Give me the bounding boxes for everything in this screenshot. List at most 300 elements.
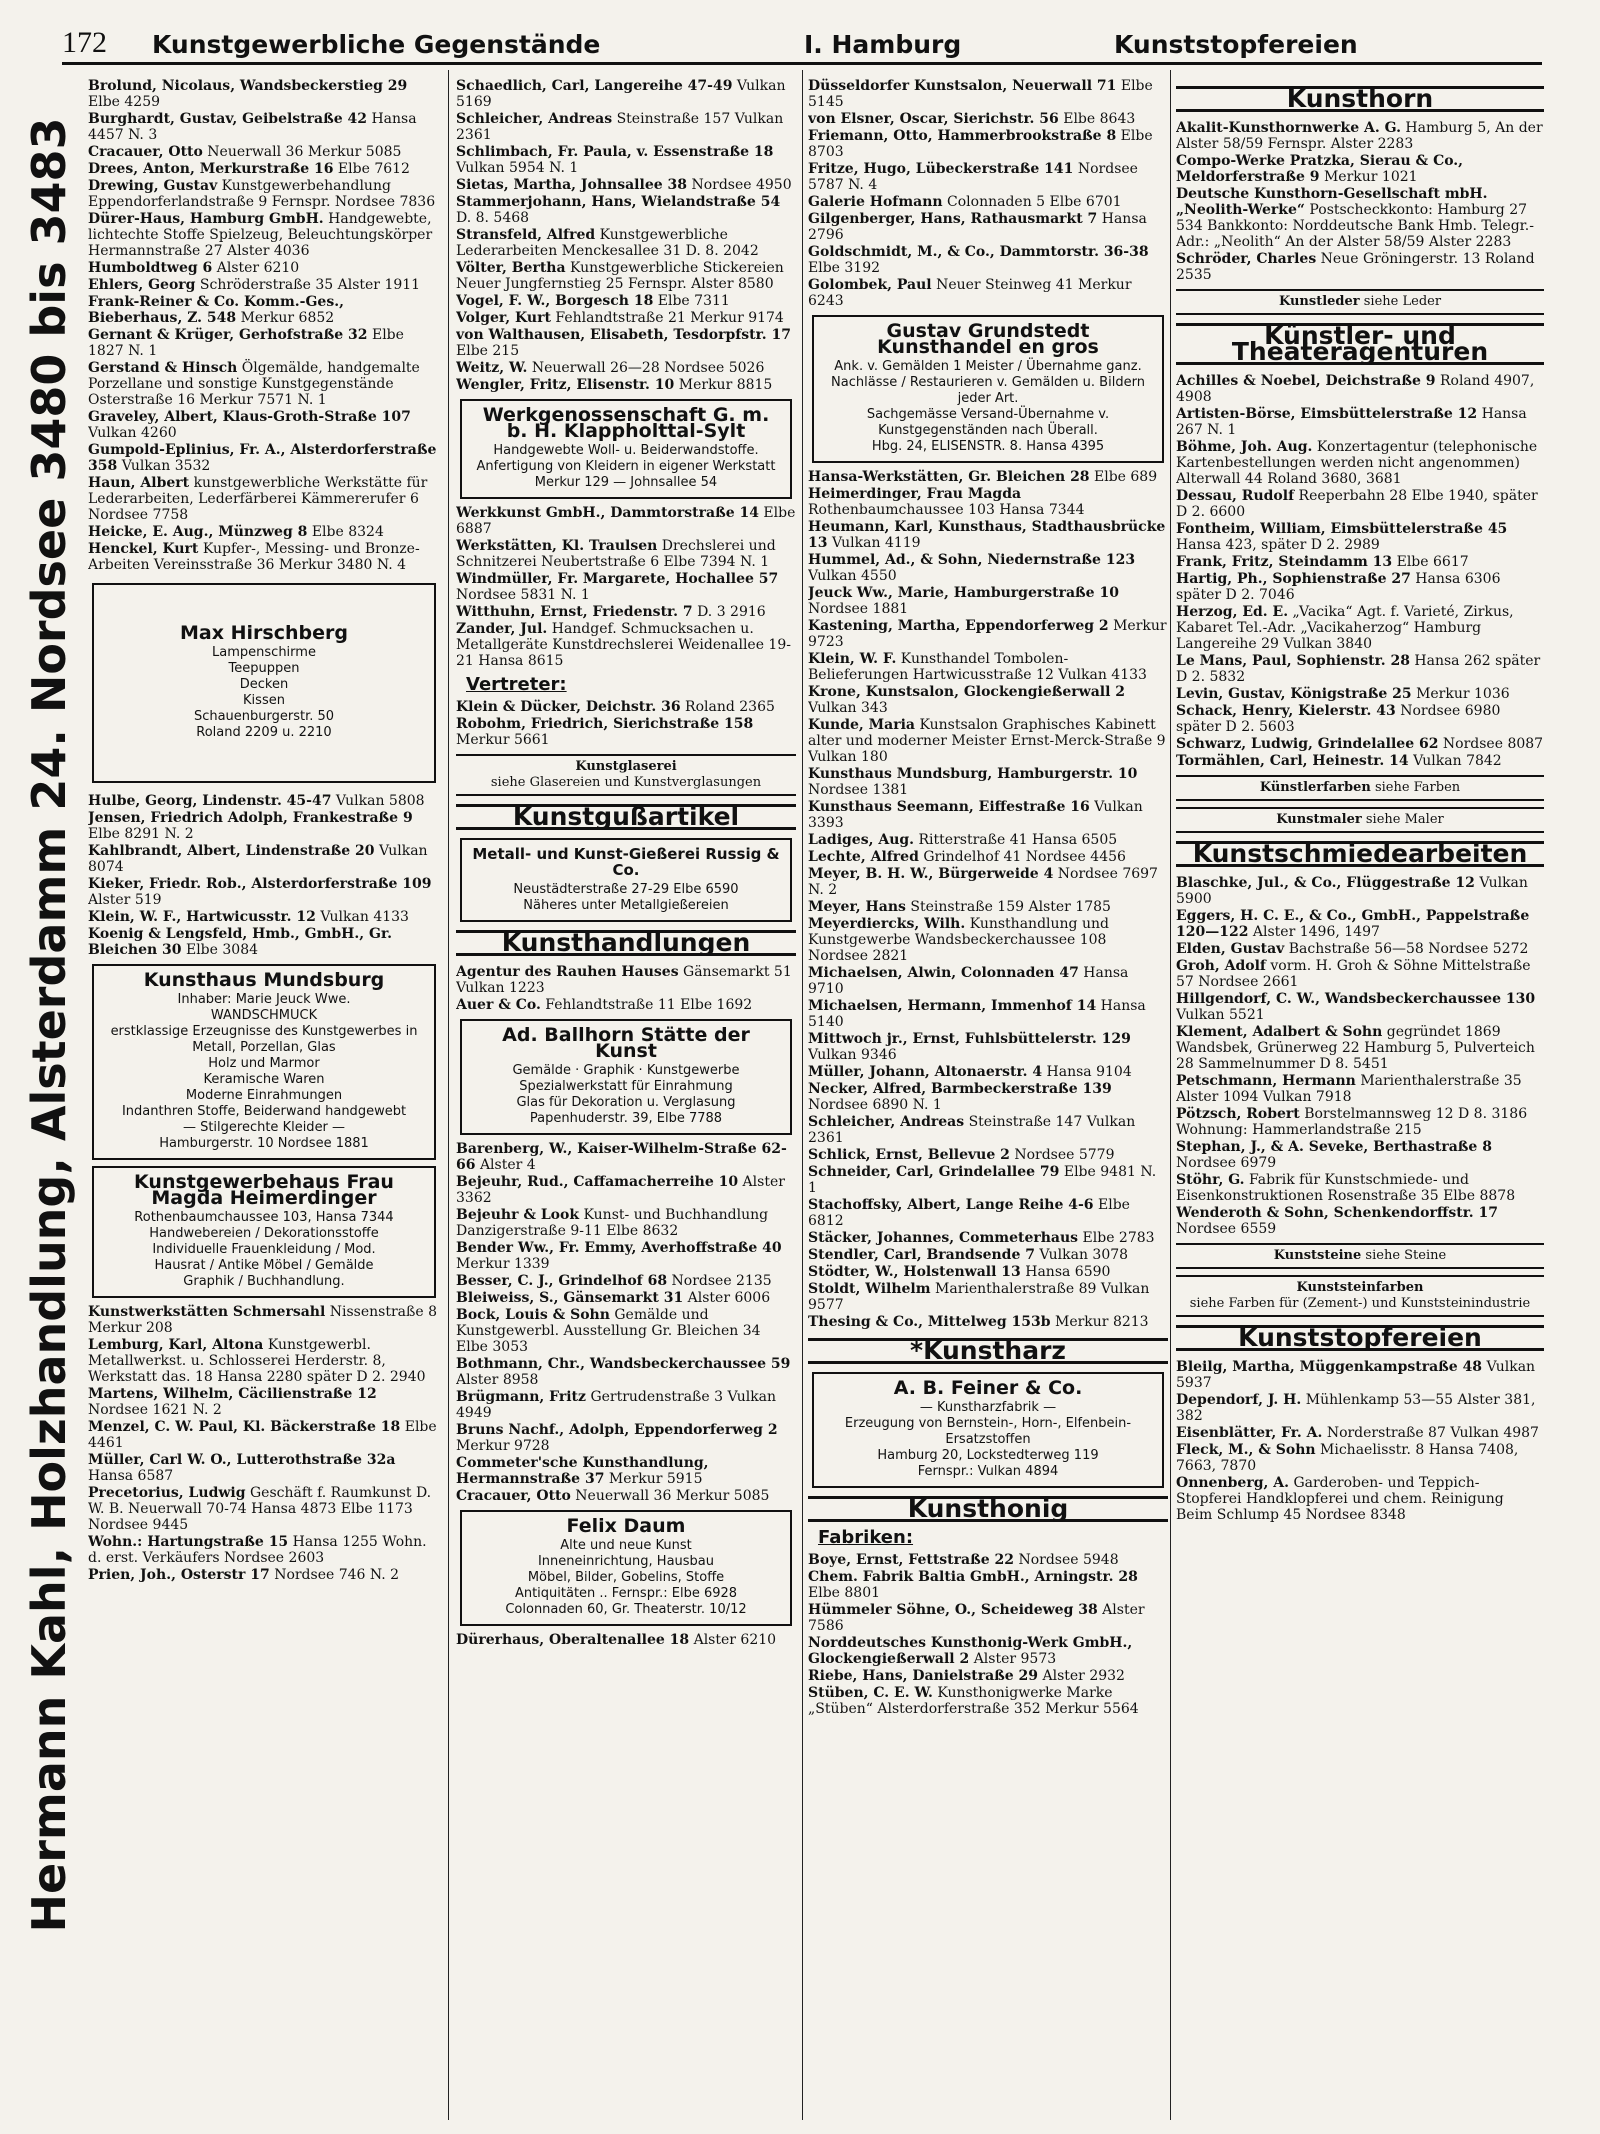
entry-name: Boye, Ernst, Fettstraße 22 [808,1552,1014,1568]
entry-details: Michaelisstr. 8 Hansa 7408, 7663, 7870 [1176,1442,1519,1474]
directory-entry [808,1247,1168,1263]
entry-details: Vulkan 5521 [1176,1007,1265,1023]
directory-entry [456,505,796,537]
entry-details: Nordsee 6979 [1176,1155,1277,1171]
entry-name: Stammerjohann, Hans, Wielandstraße 54 [456,194,781,210]
directory-entry [808,866,1168,898]
entry-name: Bothmann, Chr., Wandsbeckerchaussee 59 [456,1356,791,1372]
heading-kunstschmiedearbeiten: Kunstschmiedearbeiten [1176,841,1544,867]
directory-entry [88,541,440,573]
entry-details: Hansa 4457 N. 3 [88,111,417,143]
directory-entry [456,1141,796,1173]
reference-kunststeine [1176,1243,1544,1269]
ad-line: Individuelle Frauenkleidung / Mod. [152,1242,376,1257]
directory-entry [456,571,796,603]
directory-entry [1176,153,1544,185]
directory-entry [456,111,796,143]
entry-details: Kunsthandel Tombolen-Belieferungen Hartwicusstraße 12 Vulkan 4133 [808,651,1147,683]
entry-details: Kunstgewerbehandlung Eppendorferlandstraße 9 Fernspr. Nordsee 7836 [88,178,436,210]
entry-name: Gerstand & Hinsch [88,360,238,376]
vertreter-label: Vertreter: [466,674,567,695]
entry-details: Vulkan 8074 [88,843,428,875]
entry-details: Elbe 1827 N. 1 [88,327,404,359]
directory-entry [88,161,440,177]
directory-entry [1176,251,1544,283]
ad-line: Hbg. 24, ELISENSTR. 8. Hansa 4395 [871,439,1105,454]
entry-details: Steinstraße 159 Alster 1785 [910,899,1111,915]
directory-entry [1176,1359,1544,1391]
entry-name: Blaschke, Jul., & Co., Flüggestraße 12 [1176,875,1475,891]
entry-name: Stoldt, Wilhelm [808,1281,931,1297]
ad-title: Felix Daum [566,1515,686,1537]
directory-entry [88,78,440,110]
reference-title: Kunststeine [1273,1248,1362,1263]
entry-name: Dependorf, J. H. [1176,1392,1302,1408]
directory-entry [1176,1392,1544,1424]
entry-name: Sietas, Martha, Johnsallee 38 [456,177,687,193]
entry-name: Fritze, Hugo, Lübeckerstraße 141 [808,161,1074,177]
directory-entry [808,244,1168,276]
directory-entry [1176,753,1544,769]
entry-details: Merkur 5915 [608,1471,703,1487]
directory-entry [808,469,1168,485]
entry-name: Eisenblätter, Fr. A. [1176,1425,1323,1441]
entry-details: Alster 8958 [456,1372,539,1388]
entry-name: Martens, Wilhelm, Cäcilienstraße 12 [88,1386,377,1402]
entry-details: Vulkan 3532 [121,458,211,474]
sidebar-ad-text: Hermann Kahl, Holzhandlung, Alsterdamm 24. Nordsee 3480 bis 3483 [22,117,76,1933]
directory-entry [88,909,440,925]
ad-line: Näheres unter Metallgießereien [523,898,729,913]
entry-details: Elbe 4259 [88,94,161,110]
entry-name: Kunsthaus Mundsburg, Hamburgerstr. 10 [808,766,1138,782]
entry-details: Nordsee 8087 [1442,736,1544,752]
ad-russig [460,838,792,922]
entry-name: Meyer, Hans [808,899,906,915]
directory-entry [456,1207,796,1239]
entry-name: Zander, Jul. [456,621,548,637]
entry-details: Alster 2932 [1042,1668,1125,1684]
entry-details: Vulkan 5900 [1176,875,1528,907]
column-divider [1170,70,1171,2120]
entry-details: Reeperbahn 28 Elbe 1940, später D 2. 6600 [1176,488,1538,520]
entry-name: Wohn.: Hartungstraße 15 [88,1534,289,1550]
entry-name: Gilgenberger, Hans, Rathausmarkt 7 [808,211,1098,227]
entry-name: Stäcker, Johannes, Commeterhaus [808,1230,1079,1246]
directory-entry [1176,1425,1544,1441]
ad-line: Hamburg 20, Lockstedterweg 119 [877,1448,1099,1463]
entry-details: Elbe 2783 [1082,1230,1155,1246]
directory-entry [1176,1475,1544,1523]
entry-details: Marienthalerstraße 35 Alster 1094 Vulkan 7918 [1176,1073,1522,1105]
entry-name: Herzog, Ed. E. [1176,604,1289,620]
directory-entry [808,1147,1168,1163]
entry-name: Heumann, Karl, Kunsthaus, Stadthausbrücke 13 [808,519,1166,551]
entry-details: Vulkan 5937 [1176,1359,1536,1391]
entry-name: Stachoffsky, Albert, Lange Reihe 4-6 [808,1197,1094,1213]
entry-details: Alster 6210 [693,1632,777,1648]
entry-name: Meyer, B. H. W., Bürgerweide 4 [808,866,1054,882]
entry-details: Vulkan 7842 [1413,753,1502,769]
entry-name: Norddeutsches Kunsthonig-Werk GmbH., Glockengießerwall 2 [808,1635,1133,1667]
ad-line: Moderne Einrahmungen [185,1088,343,1103]
directory-entry [1176,554,1544,570]
entry-name: Bender Ww., Fr. Emmy, Averhoffstraße 40 [456,1240,782,1256]
directory-entry [456,1240,796,1272]
entry-details: Hansa 6306 später D 2. 7046 [1176,571,1501,603]
directory-entry [456,1307,796,1355]
directory-entry [808,1081,1168,1113]
entry-name: Hulbe, Georg, Lindenstr. 45-47 [88,793,332,809]
entry-details: Handgef. Schmucksachen u. Metallgeräte Kunstdrechslerei Weidenallee 19-21 Hansa 8615 [456,621,791,669]
entry-name: Barenberg, W., Kaiser-Wilhelm-Straße 62-66 [456,1141,787,1173]
directory-entry [1176,1024,1544,1072]
entry-details: Bachstraße 56—58 Nordsee 5272 [1288,941,1529,957]
directory-entry [1176,1106,1544,1138]
entry-details: Hansa 1255 Wohn. d. erst. Verkäufers Nordsee 2603 [88,1534,427,1566]
column-divider [448,70,449,2120]
ad-line: Colonnaden 60, Gr. Theaterstr. 10/12 [505,1602,747,1617]
entry-name: Bleilg, Martha, Müggenkampstraße 48 [1176,1359,1483,1375]
entry-details: Hansa 2796 [808,211,1147,243]
entry-details: Alster 9573 [973,1651,1057,1667]
entry-details: Kunstgewerbl. Metallwerkst. u. Schlosserei Herderstr. 8, Werkstatt das. 18 Hansa 2280 später D 2. 2940 [88,1337,426,1385]
entry-name: von Walthausen, Elisabeth, Tesdorpfstr. 17 [456,327,791,343]
reference-text: siehe Farben [1374,780,1461,795]
directory-entry [456,227,796,259]
entry-name: Ladiges, Aug. [808,832,915,848]
entry-name: Stödter, W., Holstenwall 13 [808,1264,1021,1280]
reference-title: Kunstglaserei [575,759,677,774]
entry-name: Heicke, E. Aug., Münzweg 8 [88,524,308,540]
fabriken-label: Fabriken: [818,1527,914,1548]
directory-entry [1176,686,1544,702]
entry-details: Merkur 9728 [456,1438,550,1454]
entry-details: Alster 7586 [808,1602,1145,1634]
entry-details: Nordsee 7697 N. 2 [808,866,1158,898]
entry-details: Elbe 6812 [808,1197,1130,1229]
entry-name: Michaelsen, Alwin, Colonnaden 47 [808,965,1079,981]
ad-line: Decken [239,677,289,692]
entry-details: Elbe 8324 [311,524,384,540]
entry-name: Hummel, Ad., & Sohn, Niedernstraße 123 [808,552,1136,568]
directory-entry [456,1389,796,1421]
section-right: Kunststopfereien [1114,30,1358,59]
directory-entry [456,997,796,1013]
entry-details: Neuerwall 36 Merkur 5085 [575,1488,770,1504]
directory-entry [1176,406,1544,438]
entry-name: Golombek, Paul [808,277,932,293]
entry-name: Koenig & Lengsfeld, Hmb., GmbH., Gr. Bleichen 30 [88,926,392,958]
entry-details: Elbe 689 [1094,469,1158,485]
entry-name: Schlimbach, Fr. Paula, v. Essenstraße 18 [456,144,774,160]
entry-name: Bleiweiss, S., Gänsemarkt 31 [456,1290,684,1306]
section-mid: I. Hamburg [804,30,962,59]
entry-name: Fleck, M., & Sohn [1176,1442,1316,1458]
ad-line: Gemälde · Graphik · Kunstgewerbe [512,1063,740,1078]
directory-entry [88,211,440,259]
reference-text: siehe Maler [1365,812,1444,827]
directory-entry [456,260,796,292]
directory-entry [88,475,440,523]
directory-entry [88,1419,440,1451]
entry-details: Fehlandtstraße 11 Elbe 1692 [545,997,753,1013]
entry-details: Nordsee 5948 [1018,1552,1119,1568]
entry-details: Nordsee 4950 [691,177,792,193]
directory-entry [456,327,796,359]
entry-name: Menzel, C. W. Paul, Kl. Bäckerstraße 18 [88,1419,401,1435]
entry-details: Rothenbaumchaussee 103 Hansa 7344 [808,502,1085,518]
entry-name: Windmüller, Fr. Margarete, Hochallee 57 [456,571,779,587]
heading-kunstgussartikel: Kunstgußartikel [456,804,796,830]
entry-name: Meyerdiercks, Wilh. [808,916,966,932]
ad-ballhorn [460,1019,792,1135]
entry-details: Merkur 6852 [240,310,335,326]
ad-line: Neustädterstraße 27-29 Elbe 6590 [513,882,739,897]
directory-entry [808,618,1168,650]
entry-name: Schröder, Charles [1176,251,1317,267]
directory-entry [88,1337,440,1385]
directory-entry [456,1174,796,1206]
directory-entry [456,716,796,748]
ad-line: Handwebereien / Dekorationsstoffe [149,1226,379,1241]
ad-line: Alte und neue Kunst [560,1538,692,1553]
entry-details: Vulkan 3078 [1039,1247,1129,1263]
directory-entry [808,1031,1168,1063]
reference-kunstleder [1176,289,1544,315]
directory-entry [456,360,796,376]
directory-entry [808,998,1168,1030]
entry-name: Heimerdinger, Frau Magda [808,486,1022,502]
entry-name: Commeter'sche Kunsthandlung, Hermannstraße 37 [456,1455,709,1487]
entry-name: Wengler, Fritz, Elisenstr. 10 [456,377,675,393]
entry-name: Müller, Carl W. O., Lutterothstraße 32a [88,1452,396,1468]
directory-entry [456,604,796,620]
directory-entry [808,128,1168,160]
entry-name: Gumpold-Eplinius, Fr. A., Alsterdorferstraße 358 [88,442,437,474]
entry-name: Humboldtweg 6 [88,260,213,276]
entry-details: Nordsee 1621 N. 2 [88,1402,222,1418]
entry-details: Vulkan 5169 [456,78,786,110]
entry-name: Cracauer, Otto [456,1488,571,1504]
entry-name: Schwarz, Ludwig, Grindelallee 62 [1176,736,1439,752]
reference-kunstmaler [1176,807,1544,833]
ad-felix-daum [460,1510,792,1626]
entry-details: Neuerwall 36 Merkur 5085 [207,144,402,160]
directory-entry [808,651,1168,683]
entry-name: Elden, Gustav [1176,941,1285,957]
entry-details: Postscheckkonto: Hamburg 27 534 Bankkonto: Norddeutsche Bank Hmb. Telegr.-Adr.: „Neolith“ An der Alster 58/59 Alster 2283 [1176,202,1534,250]
entry-details: Kupfer-, Messing- und Bronze-Arbeiten Vereinsstraße 36 Merkur 3480 N. 4 [88,541,420,573]
directory-entry [456,1632,796,1648]
directory-entry [456,1488,796,1504]
entry-name: Drees, Anton, Merkurstraße 16 [88,161,334,177]
directory-entry [456,621,796,669]
directory-entry [88,843,440,875]
entry-details: Alster 1496, 1497 [1252,924,1380,940]
entry-details: Neue Gröningerstr. 13 Roland 2535 [1176,251,1535,283]
directory-entry [88,1485,440,1533]
entry-details: Kunstgewerbliche Stickereien Neuer Jungfernstieg 25 Fernspr. Alster 8580 [456,260,784,292]
entry-details: Kunst- und Buchhandlung Danzigerstraße 9-11 Elbe 8632 [456,1207,769,1239]
directory-entry [88,876,440,908]
entry-name: Wenderoth & Sohn, Schenkendorffstr. 17 [1176,1205,1499,1221]
directory-entry [456,144,796,176]
entry-details: Merkur 1036 [1416,686,1510,702]
directory-entry [88,1567,440,1583]
entry-name: Dürerhaus, Oberaltenallee 18 [456,1632,690,1648]
directory-entry [808,1197,1168,1229]
directory-entry [808,799,1168,831]
entry-details: Kunsthonigwerke Marke „Stüben“ Alsterdorferstraße 352 Merkur 5564 [808,1685,1139,1717]
entry-name: Petschmann, Hermann [1176,1073,1356,1089]
reference-title: Künstlerfarben [1259,780,1371,795]
column-4 [1176,78,1544,2118]
directory-entry [1176,604,1544,652]
entry-details: Hansa 5140 [808,998,1146,1030]
directory-entry [456,1290,796,1306]
entry-details: Geschäft f. Raumkunst D. W. B. Neuerwall 70-74 Hansa 4873 Elbe 1173 Nordsee 9445 [88,1485,432,1533]
entry-details: Nordsee 6890 N. 1 [808,1097,942,1113]
entry-details: Nordsee 1381 [808,782,909,798]
entry-details: Kunstgewerbliche Lederarbeiten Menckesallee 31 D. 8. 2042 [456,227,759,259]
heading-kunsthandlungen: Kunsthandlungen [456,930,796,956]
entry-details: Alster 6210 [216,260,300,276]
directory-entry [88,294,440,326]
directory-entry [808,1114,1168,1146]
entry-name: Kieker, Friedr. Rob., Alsterdorferstraße 109 [88,876,432,892]
entry-name: Stüben, C. E. W. [808,1685,933,1701]
reference-title: Kunstmaler [1276,812,1362,827]
entry-details: Fehlandtstraße 21 Merkur 9174 [555,310,784,326]
entry-name: Vogel, F. W., Borgesch 18 [456,293,654,309]
ad-title: Max Hirschberg [180,622,348,644]
entry-name: Bejeuhr & Look [456,1207,580,1223]
entry-name: Volger, Kurt [456,310,551,326]
entry-name: Dessau, Rudolf [1176,488,1295,504]
entry-name: Kunsthaus Seemann, Eiffestraße 16 [808,799,1090,815]
ad-feiner [812,1372,1164,1488]
entry-name: Eggers, H. C. E., & Co., GmbH., Pappelstraße 120—122 [1176,908,1530,940]
entry-name: Haun, Albert [88,475,190,491]
entry-details: Nordsee 1881 [808,601,909,617]
directory-entry [88,1534,440,1566]
ad-line: Indanthren Stoffe, Beiderwand handgewebt [121,1104,407,1119]
directory-entry [456,1455,796,1487]
entry-name: Müller, Johann, Altonaerstr. 4 [808,1064,1043,1080]
directory-entry [1176,521,1544,553]
entry-details: Hansa 262 später D 2. 5832 [1176,653,1541,685]
directory-entry [1176,1139,1544,1171]
page-header [62,22,1542,65]
directory-entry [456,1356,796,1388]
entry-details: Vulkan 5954 N. 1 [456,160,579,176]
entry-name: Stendler, Carl, Brandsende 7 [808,1247,1035,1263]
ad-title: Gustav Grundstedt Kunsthandel en gros [877,320,1099,358]
entry-name: Frank, Fritz, Steindamm 13 [1176,554,1393,570]
entry-details: Gertrudenstraße 3 Vulkan 4949 [456,1389,777,1421]
entry-name: Stöhr, G. [1176,1172,1245,1188]
section-left: Kunstgewerbliche Gegenstände [152,30,601,59]
entry-name: Ehlers, Georg [88,277,196,293]
entry-details: Alster 3362 [456,1174,785,1206]
entry-details: Grindelhof 41 Nordsee 4456 [923,849,1126,865]
directory-entry [808,1569,1168,1601]
entry-details: Hansa 9710 [808,965,1129,997]
directory-entry [456,194,796,226]
ad-line: Glas für Dekoration u. Verglasung [516,1095,736,1110]
ad-line: Sachgemässe Versand-Übernahme v. Kunstgegenständen nach Überall. [866,407,1110,438]
directory-entry [88,524,440,540]
directory-entry [808,684,1168,716]
reference-text: siehe Steine [1365,1248,1447,1263]
ad-line: Holz und Marmor [208,1056,320,1071]
reference-kunststeinfarben [1176,1275,1544,1317]
entry-details: Elbe 7612 [337,161,410,177]
entry-details: Alster 519 [88,892,162,908]
directory-entry [808,552,1168,584]
entry-name: Klein, W. F., Hartwicusstr. 12 [88,909,316,925]
directory-entry [456,1422,796,1454]
entry-name: Bejeuhr, Rud., Caffamacherreihe 10 [456,1174,739,1190]
reference-title: Kunstleder [1278,294,1360,309]
directory-entry [808,194,1168,210]
ad-line: Handgewebte Woll- u. Beiderwandstoffe. Anfertigung von Kleidern in eigener Werkstatt [476,443,776,474]
entry-details: Elbe 3084 [185,942,259,958]
entry-details: Elbe 7311 [657,293,730,309]
entry-name: Bock, Louis & Sohn [456,1307,610,1323]
directory-entry [1176,373,1544,405]
entry-name: Riebe, Hans, Danielstraße 29 [808,1668,1039,1684]
entry-details: D. 3 2916 [697,604,766,620]
entry-details: Vulkan 4119 [831,535,921,551]
directory-entry [808,849,1168,865]
directory-entry [808,1635,1168,1667]
directory-entry [88,260,440,276]
entry-details: Marienthalerstraße 89 Vulkan 9577 [808,1281,1150,1313]
directory-entry [1176,991,1544,1023]
directory-entry [808,111,1168,127]
ad-line: Lampenschirme [212,645,316,660]
directory-entry [88,360,440,408]
entry-details: Kunstsalon Graphisches Kabinett alter und moderner Meister Ernst-Merck-Straße 9 Vulkan 180 [808,717,1166,765]
entry-name: Prien, Joh., Osterstr 17 [88,1567,270,1583]
entry-details: Ritterstraße 41 Hansa 6505 [918,832,1118,848]
column-3 [808,78,1168,2118]
entry-details: Drechslerei und Schnitzerei Neubertstraße 6 Elbe 7394 N. 1 [456,538,776,570]
directory-entry [1176,653,1544,685]
entry-details: Elbe 6617 [1396,554,1469,570]
entry-name: Lechte, Alfred [808,849,919,865]
entry-details: Ölgemälde, handgemalte Porzellane und sonstige Kunstgegenstände Osterstraße 16 Merkur 7571 N. 1 [88,360,420,408]
entry-name: Kahlbrandt, Albert, Lindenstraße 20 [88,843,375,859]
entry-details: Merkur 8213 [1054,1314,1149,1330]
directory-entry [808,1602,1168,1634]
directory-entry [808,211,1168,243]
entry-name: von Elsner, Oscar, Sierichstr. 56 [808,111,1059,127]
entry-details: Neuer Steinweg 41 Merkur 6243 [808,277,1132,309]
entry-name: Kunde, Maria [808,717,915,733]
ad-line: Hausrat / Antike Möbel / Gemälde [154,1258,374,1273]
entry-details: Nordsee 5779 [1014,1147,1115,1163]
entry-name: Gernant & Krüger, Gerhofstraße 32 [88,327,368,343]
directory-entry [808,1281,1168,1313]
entry-details: Hansa 267 N. 1 [1176,406,1527,438]
directory-entry [808,1314,1168,1330]
entry-name: Compo-Werke Pratzka, Sierau & Co., Meldorferstraße 9 [1176,153,1464,185]
directory-entry [456,538,796,570]
entry-name: Schack, Henry, Kielerstr. 43 [1176,703,1396,719]
